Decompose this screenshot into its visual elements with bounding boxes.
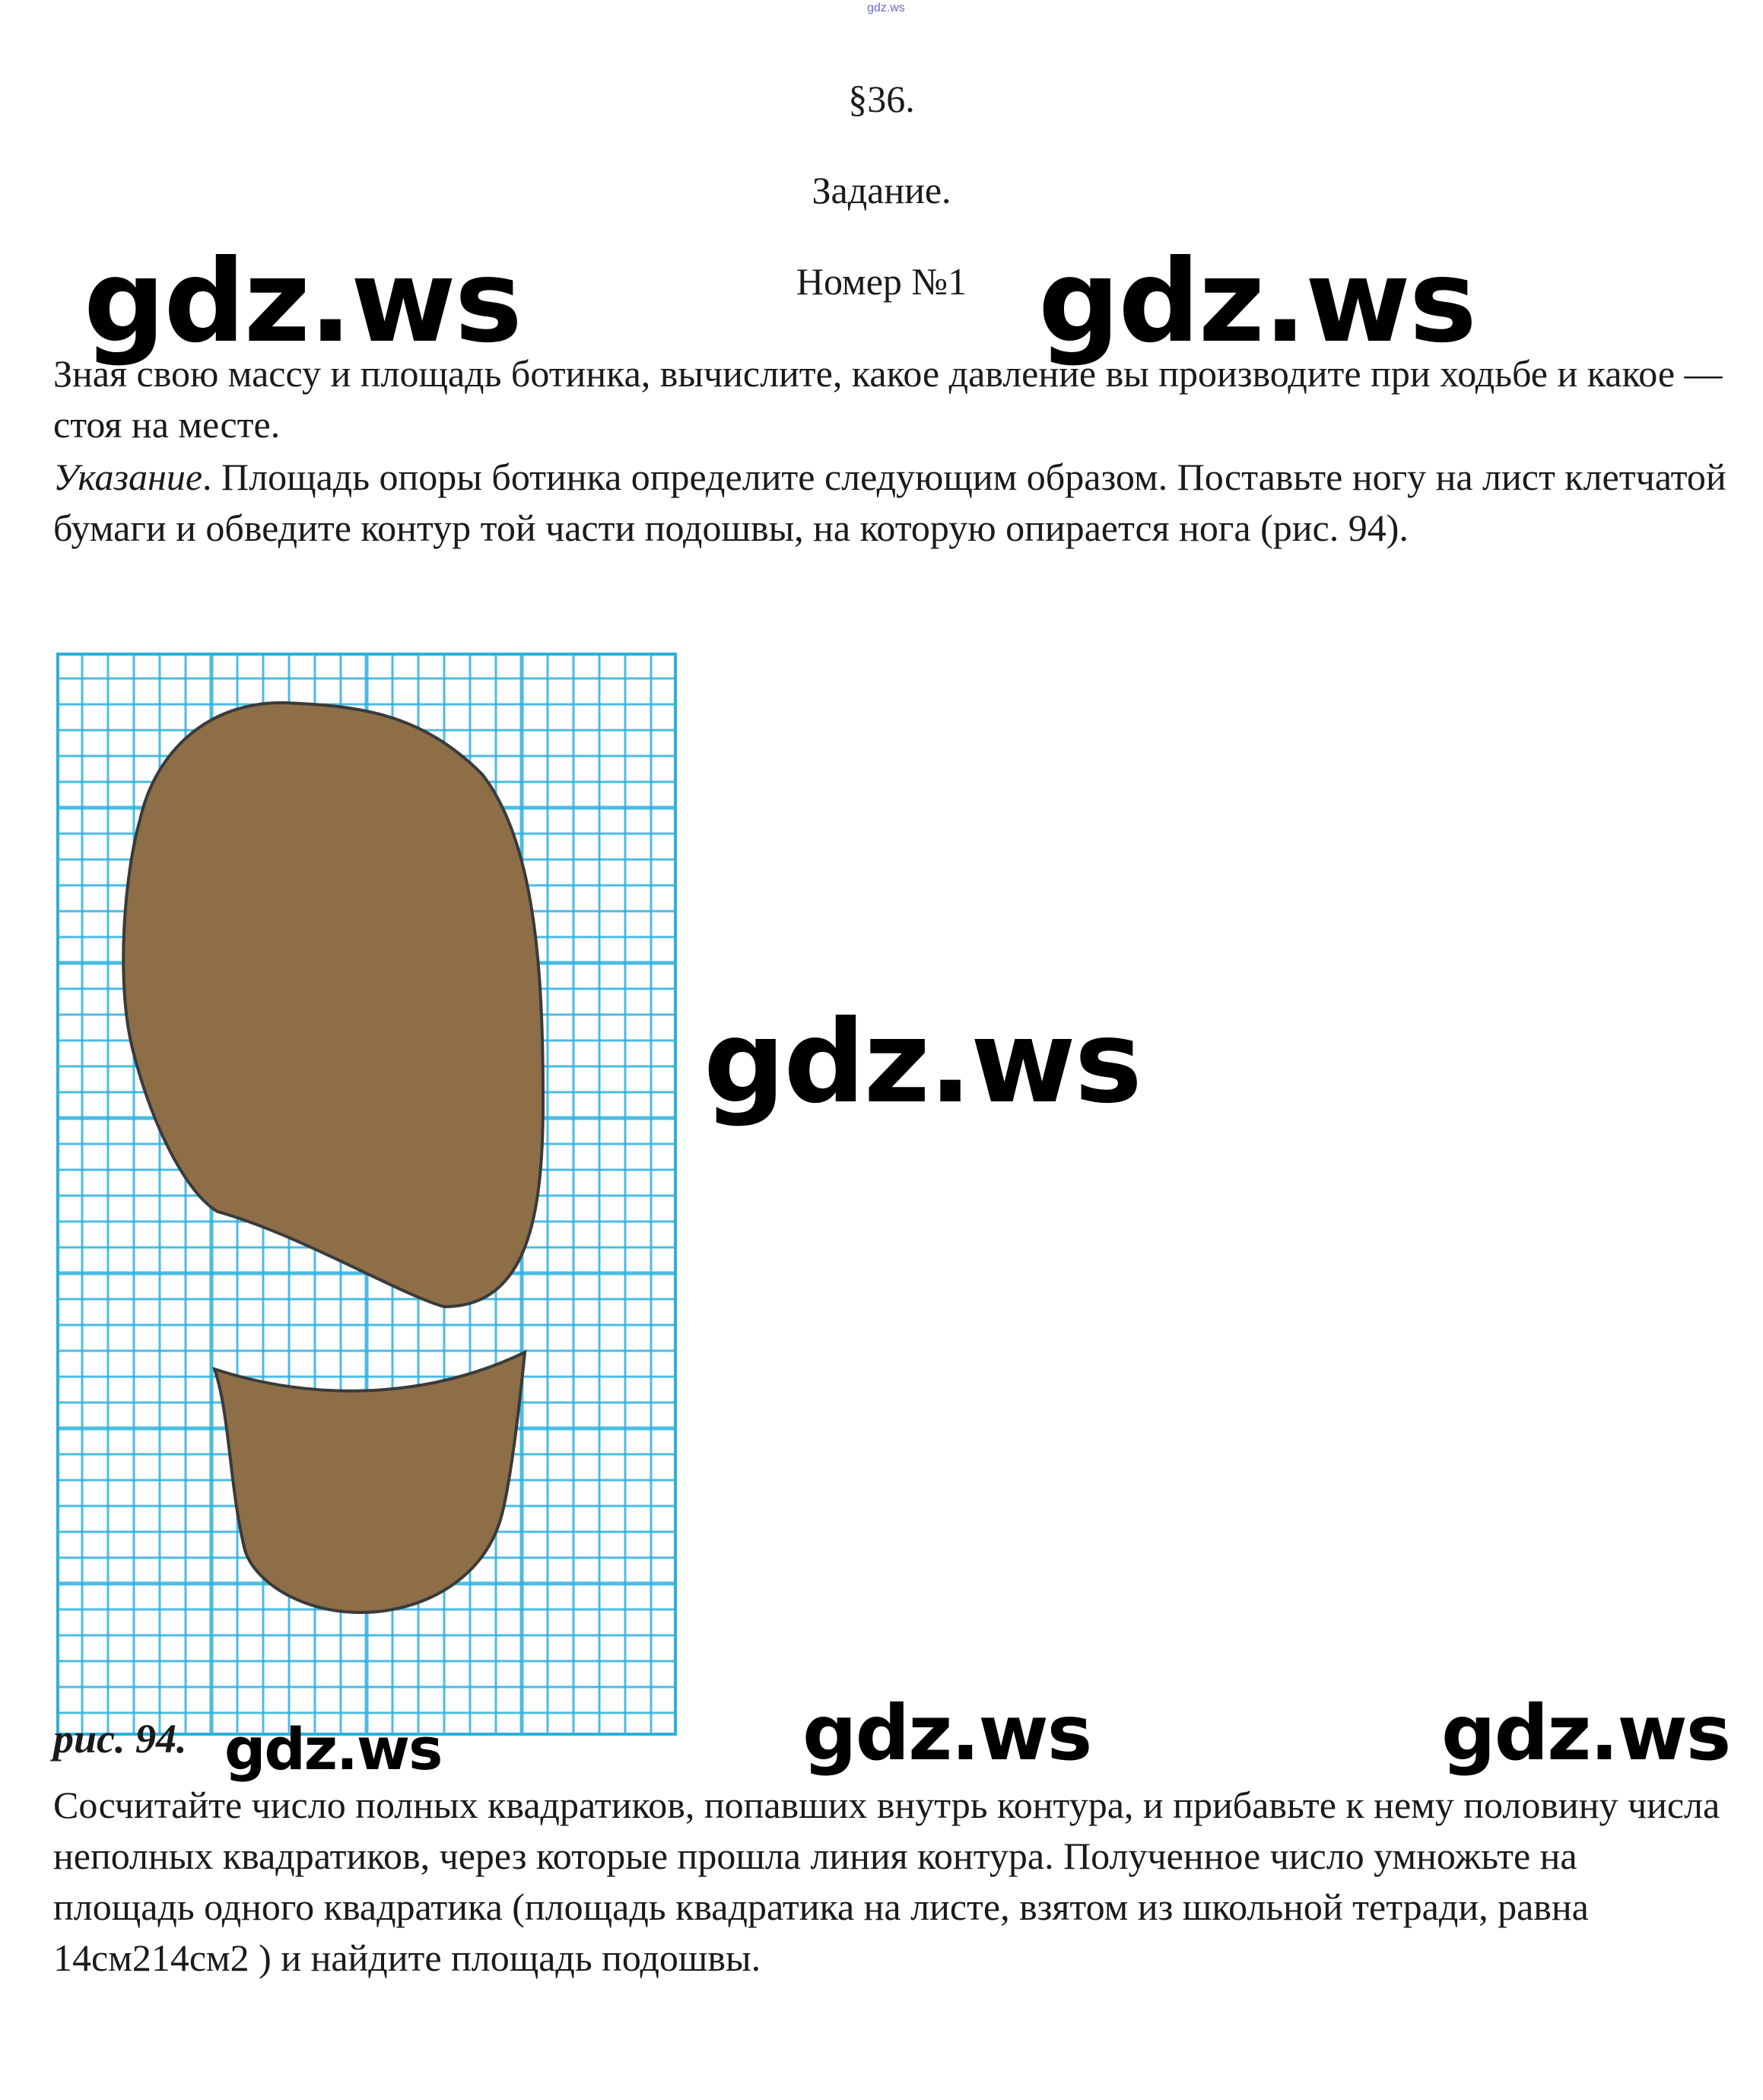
site-mark: gdz.ws	[867, 2, 905, 14]
hint-text: . Площадь опоры ботинка определите следующим образом. Поставьте ногу на лист клетчатой бумаги и обведите контур той части подошвы, на которую опирается нога (рис. 94).	[53, 456, 1726, 549]
watermark-3: gdz.ws	[704, 996, 1141, 1129]
sole-figure	[56, 653, 677, 1736]
watermark-1: gdz.ws	[84, 236, 521, 368]
hint-paragraph	[53, 452, 1726, 554]
task-label: Задание.	[812, 169, 951, 211]
instructions-text: Сосчитайте число полных квадратиков, попавших внутрь контура, и прибавьте к нему половину числа неполных квадратиков, через которые прошла линия контура. Полученное число умножьте на площадь одного квадратика (площадь квадратика на листе, взятом из школьной тетради, равна 14см214см2 ) и найдите площадь подошвы.	[53, 1784, 1720, 1979]
watermark-2: gdz.ws	[1038, 236, 1476, 368]
task-text: Зная свою массу и площадь ботинка, вычислите, какое давление вы производите при ходьбе и какое — стоя на месте.	[53, 352, 1723, 446]
section-number: §36.	[848, 78, 915, 120]
hint-label: Указание	[53, 456, 203, 498]
watermark-4: gdz.ws	[802, 1689, 1091, 1778]
task-number: Номер №1	[796, 260, 967, 303]
watermark-6: gdz.ws	[224, 1715, 442, 1783]
watermark-5: gdz.ws	[1441, 1689, 1730, 1778]
figure-caption: рис. 94.	[53, 1716, 187, 1762]
